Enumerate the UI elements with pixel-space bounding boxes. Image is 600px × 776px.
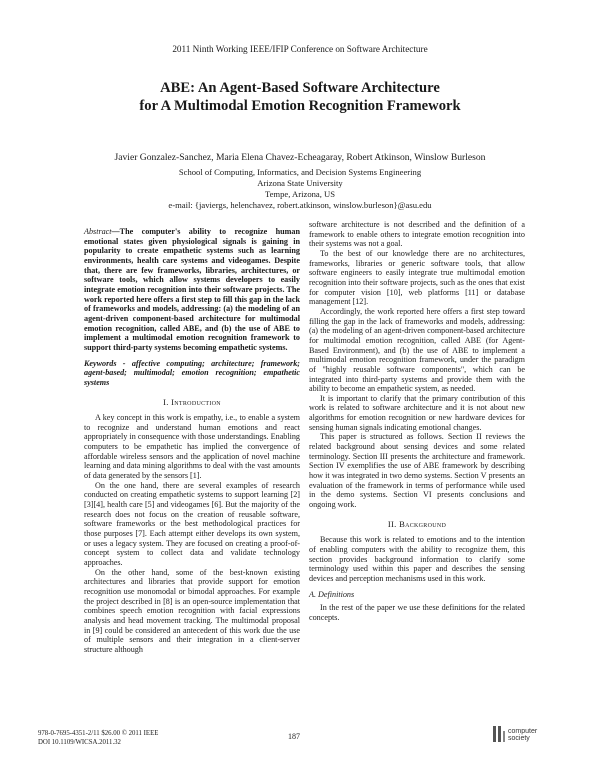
footer-doi: DOI 10.1109/WICSA.2011.32 [38,739,121,746]
logo-line-society: society [508,735,530,742]
page-number: 187 [288,732,300,741]
footer-isbn: 978-0-7695-4351-2/11 $26.00 © 2011 IEEE [38,730,159,737]
paper-title-line-1: ABE: An Agent-Based Software Architecture [160,80,440,96]
affiliation-email: e-mail: {javiergs, helenchavez, robert.atkinson, winslow.burleson}@asu.edu [168,200,432,210]
intro-paragraph-6: It is important to clarify that the primary contribution of this work is related to software architecture and it is not about new algorithms for emotion recognition or new hardware devices for sensing human signals indicating emotional changes. [309,393,525,432]
right-column [309,220,525,623]
abstract-text: —The computer's ability to recognize human emotional states given physiological signals is gaining in popularity to create empathetic systems such as learning environments, health care systems and videogames. Despite that, there are few frameworks, libraries, architectures, or software tools, which allow systems developers to easily integrate emotion recognition into their software projects. The work reported here offers a first step to fill this gap in the lack of frameworks and models, addressing: (a) the modeling of an agent-driven component-based architecture for multimodal emotion recognition, called ABE, and (b) the use of ABE to implement a multimodal emotion recognition framework to support third-party systems becoming empathetic systems. [84,227,300,352]
intro-paragraph-5: Accordingly, the work reported here offers a first step toward filling the gap in the lack of frameworks and models, addressing: (a) the modeling of an agent-driven component-based architecture for multimodal emotion recognition, called ABE (for Agent-Based Environment), and (b) the use of ABE to implement a multimodal emotion recognition framework, under the paradigm of "highly reusable software components", which can be integrated into third-party systems and provide them with the ability to become an empathetic system, as needed. [309,306,525,394]
affiliation-location: Tempe, Arizona, US [264,189,336,199]
intro-paragraph-7: This paper is structured as follows. Section II reviews the related background about sensing devices and some related terminology. Section III presents the architecture and framework. Section IV exemplifies the use of ABE framework by describing how it was integrated in two demo systems. Section V presents an evaluation of the framework in terms of performance while used in the demo systems. Section VI presents conclusions and ongoing work. [309,432,525,510]
abstract [84,227,300,353]
paper-title-line-2: for A Multimodal Emotion Recognition Framework [139,98,461,114]
computer-society-logo-mark-icon [492,725,506,743]
conference-header: 2011 Ninth Working IEEE/IFIP Conference on Software Architecture [172,44,428,54]
author-list: Javier Gonzalez-Sanchez, Maria Elena Chavez-Echeagaray, Robert Atkinson, Winslow Burleson [114,152,486,163]
left-column [84,227,300,655]
affiliation-university: Arizona State University [257,178,343,188]
intro-paragraph-3-continued: software architecture is not described and the definition of a framework to enable others to integrate emotion recognition into their systems was not a goal. [309,220,525,249]
keywords: Keywords - affective computing; architecture; framework; agent-based; multimodal; emotion recognition; empathetic systems [84,358,300,387]
affiliation-school: School of Computing, Informatics, and Decision Systems Engineering [178,167,422,177]
background-paragraph-1: Because this work is related to emotions and to the intention of enabling computers with the ability to recognize them, this section provides background information to clarify some terminology used within this paper and describes the sensing devices and perception mechanisms used in this work. [309,535,525,583]
intro-paragraph-2: On the one hand, there are several examples of research conducted on creating empathetic systems to support learning [2][3][4], health care [5] and videogames [6]. But the majority of the research does not focus on the creation of reusable software, software frameworks or the best methodological practices for those purposes [7]. Each attempt either develops its own system, or uses a legacy system. They are focused on creating a proof-of-concept system to collect data and validate technology approaches. [84,480,300,567]
intro-paragraph-1: A key concept in this work is empathy, i.e., to enable a system to recognize and understand human emotions and react appropriately in consequence with those understandings. Enabling computers to be empathetic has implied the convergence of affordable wireless sensors and the application of novel machine learning and data mining algorithms to deal with the vast amounts of data generated by the sensors [1]. [84,413,300,481]
logo-line-computer: computer [508,728,538,735]
section-heading-introduction: I. Introduction [163,396,221,407]
computer-society-logo [490,723,552,747]
subsection-heading-definitions: A. Definitions [309,589,355,599]
computer-society-logo-text [508,728,537,742]
intro-paragraph-4: To the best of our knowledge there are no architectures, frameworks, libraries or generic software tools, that allow software engineers to easily integrate true multimodal emotion recognition into their software projects, such as the ones that exist for computer vision [10], web platforms [11] or database management [12]. [309,248,525,307]
intro-paragraph-3: On the other hand, some of the best-known existing architectures and libraries that provide support for emotion recognition use monomodal or bimodal approaches. For example the project described in [8] is an open-source implementation that combines speech emotion recognition with facial expressions analysis and head movement tracking. The multimodal proposal in [9] could be considered an antecedent of this work due the use of multiple sensors and their integration in a client-server structure although [84,567,300,654]
definitions-paragraph-1: In the rest of the paper we use these definitions for the related concepts. [309,603,525,622]
abstract-label: Abstract [84,227,112,236]
section-heading-background: II. Background [387,518,447,529]
